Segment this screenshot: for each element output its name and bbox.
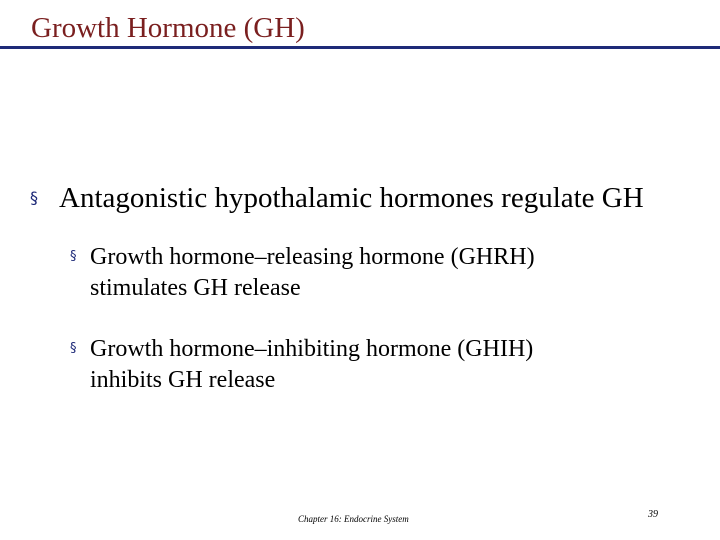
square-bullet-icon: §: [70, 249, 77, 264]
square-bullet-icon: §: [30, 188, 38, 207]
square-bullet-icon: §: [70, 341, 77, 356]
slide-page-number: 39: [648, 509, 658, 520]
sub-bullet-ghrh-text: [90, 242, 535, 304]
sub-bullet-ghih-line1: Growth hormone–inhibiting hormone (GHIH): [90, 336, 534, 362]
sub-bullet-ghih-text: [90, 334, 533, 396]
sub-bullet-ghih: [70, 334, 670, 396]
sub-bullet-ghrh-line1: Growth hormone–releasing hormone (GHRH): [90, 244, 535, 270]
sub-bullet-ghih-line2: inhibits GH release: [90, 367, 276, 393]
sub-bullet-ghrh: [70, 242, 670, 304]
slide-title: Growth Hormone (GH): [31, 12, 305, 44]
sub-bullet-ghrh-line2: stimulates GH release: [90, 275, 301, 301]
title-underline-rule: [0, 46, 720, 49]
bullet-main: [30, 181, 690, 215]
slide-footer: Chapter 16: Endocrine System: [298, 514, 409, 524]
bullet-main-text: Antagonistic hypothalamic hormones regulate GH: [59, 182, 644, 214]
